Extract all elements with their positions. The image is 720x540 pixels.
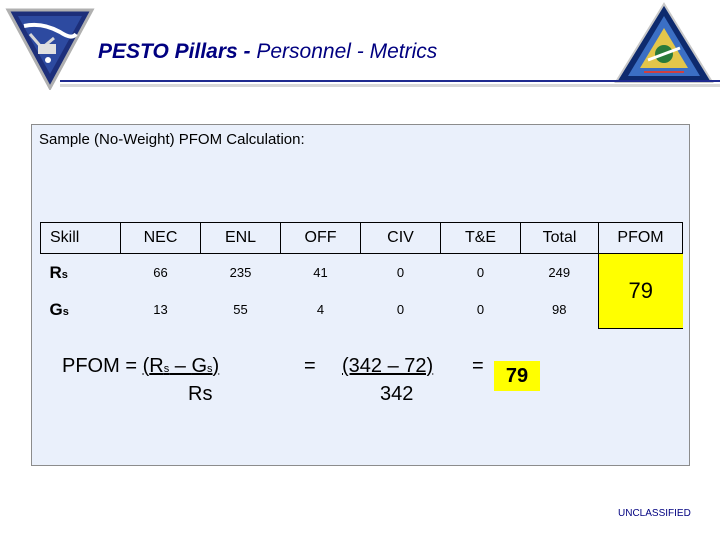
table-cell: 13 <box>153 302 168 317</box>
table-header-row <box>41 223 683 254</box>
table-row <box>41 291 683 328</box>
table-cell: 0 <box>476 302 485 317</box>
column-header: NEC <box>121 223 201 254</box>
table-cell: 0 <box>396 302 405 317</box>
column-header: T&E <box>441 223 521 254</box>
table-cell: 0 <box>396 265 405 280</box>
table-cell: 98 <box>552 302 567 317</box>
formula-result: 79 <box>494 361 540 391</box>
row-label: Gs <box>49 299 69 319</box>
pfom-value-cell: 79 <box>599 254 683 329</box>
formula-denominator: Rs <box>188 383 213 405</box>
right-emblem-logo <box>614 2 714 86</box>
table-cell: 41 <box>313 265 328 280</box>
formula-numerator: PFOM = (Rs – Gs) <box>62 355 220 377</box>
metrics-table <box>40 222 683 329</box>
page-title <box>98 40 437 64</box>
table-cell: 4 <box>316 302 325 317</box>
formula-fraction-denominator: 342 <box>380 383 414 405</box>
table-row <box>41 254 683 292</box>
table-cell: 0 <box>476 265 485 280</box>
table-cell: 235 <box>229 265 252 280</box>
header-divider <box>60 80 720 88</box>
table-cell: 55 <box>233 302 248 317</box>
column-header: ENL <box>201 223 281 254</box>
content-panel <box>31 124 690 466</box>
column-header: Skill <box>41 223 121 254</box>
page-title-rest: Personnel - Metrics <box>250 40 438 63</box>
table-cell: 249 <box>548 265 571 280</box>
column-header: PFOM <box>599 223 683 254</box>
formula-fraction-numerator: (342 – 72) <box>342 355 434 377</box>
column-header: CIV <box>361 223 441 254</box>
formula-equals: = <box>472 355 484 377</box>
page-title-bold: PESTO Pillars - <box>98 40 251 63</box>
classification-label: UNCLASSIFIED <box>618 508 691 519</box>
column-header: Total <box>521 223 599 254</box>
table-cell: 66 <box>153 265 168 280</box>
left-emblem-logo <box>2 4 98 90</box>
formula-equals: = <box>304 355 316 377</box>
column-header: OFF <box>281 223 361 254</box>
row-label: Rs <box>49 262 68 282</box>
panel-subtitle: Sample (No-Weight) PFOM Calculation: <box>39 131 305 148</box>
